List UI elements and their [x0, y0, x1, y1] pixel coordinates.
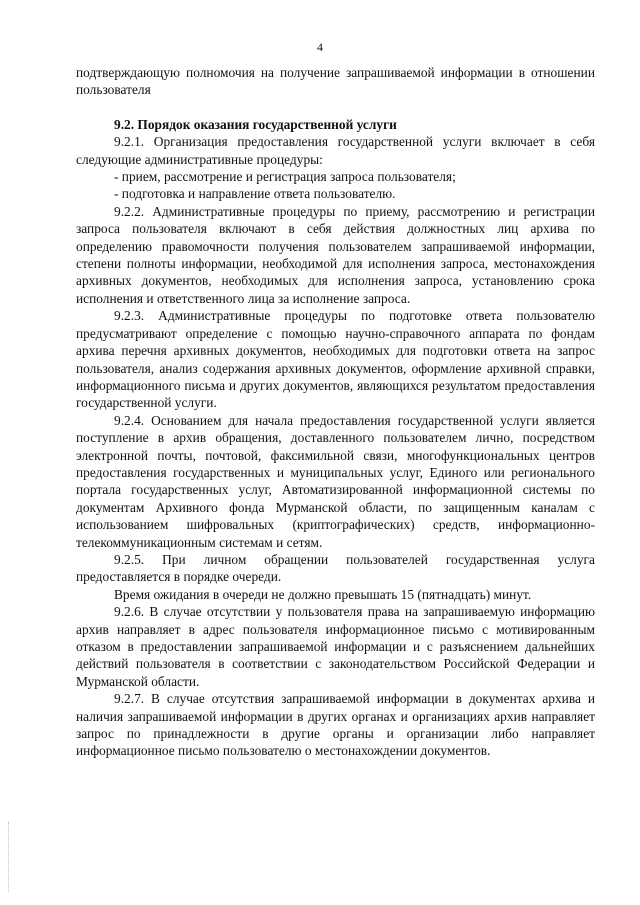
paragraph-9-2-7: 9.2.7. В случае отсутствия запрашиваемой информации в документах архива и наличия запрашиваемой информации в других органах и организациях архив направляет запрос по принадлежности в другие органы и организации либо направляет информационное письмо пользователю о местонахождении документов. — [76, 691, 595, 759]
paragraph-9-2-3: 9.2.3. Административные процедуры по подготовке ответа пользователю предусматривают определение с помощью научно-справочного аппарата по фондам архива перечня архивных документов, необходимых для подготовки ответа на запрос пользователя, анализ содержания архивных документов, оформление архивной справки, информационного письма и других документов, являющихся результатом предоставления государственной услуги. — [76, 308, 595, 411]
scan-margin-mark — [8, 822, 10, 892]
paragraph-9-2-1: 9.2.1. Организация предоставления государственной услуги включает в себя следующие административные процедуры: — [76, 134, 595, 167]
paragraph-spacer — [76, 99, 595, 116]
paragraph-wait-time: Время ожидания в очереди не должно превышать 15 (пятнадцать) минут. — [114, 586, 532, 602]
list-item-response: - подготовка и направление ответа пользователю. — [114, 186, 396, 202]
paragraph-9-2-2: 9.2.2. Административные процедуры по приему, рассмотрению и регистрации запроса пользователя включают в себя действия должностных лиц архива по определению правомочности получения пользователем запрашиваемой информации, степени полноты информации, необходимой для исполнения запроса, местонахождения архивных документов, необходимых для исполнения запроса, установлению срока исполнения и ответственного лица за исполнение запроса. — [76, 203, 595, 306]
paragraph-9-2-4: 9.2.4. Основанием для начала предоставления государственной услуги является поступление в архив обращения, доставленного пользователем лично, посредством электронной почты, почтовой, факсимильной связи, многофункциональных центров предоставления государственных и муниципальных услуг, Единого или регионального портала государственных услуг, Автоматизированной информационной системы по документам Архивного фонда Мурманской области, по защищенным каналам с использованием шифровальных (криптографических) средств, информационно-телекоммуникационным системам и сетям. — [76, 412, 595, 550]
paragraph-9-2-5: 9.2.5. При личном обращении пользователей государственная услуга предоставляется в порядке очереди. — [76, 551, 595, 585]
list-item-reception: - прием, рассмотрение и регистрация запроса пользователя; — [114, 169, 456, 185]
paragraph-9-2-6: 9.2.6. В случае отсутствии у пользователя права на запрашиваемую информацию архив направляет в адрес пользователя информационное письмо с мотивированным отказом в предоставлении запрашиваемой информации и с разъяснением дальнейших действий пользователя в соответствии с законодательством Российской Федерации и Мурманской области. — [76, 604, 595, 689]
document-body — [76, 64, 595, 760]
section-heading: 9.2. Порядок оказания государственной услуги — [114, 116, 397, 132]
intro-paragraph: подтверждающую полномочия на получение запрашиваемой информации в отношении пользователя — [76, 65, 595, 98]
page-number: 4 — [317, 40, 323, 54]
